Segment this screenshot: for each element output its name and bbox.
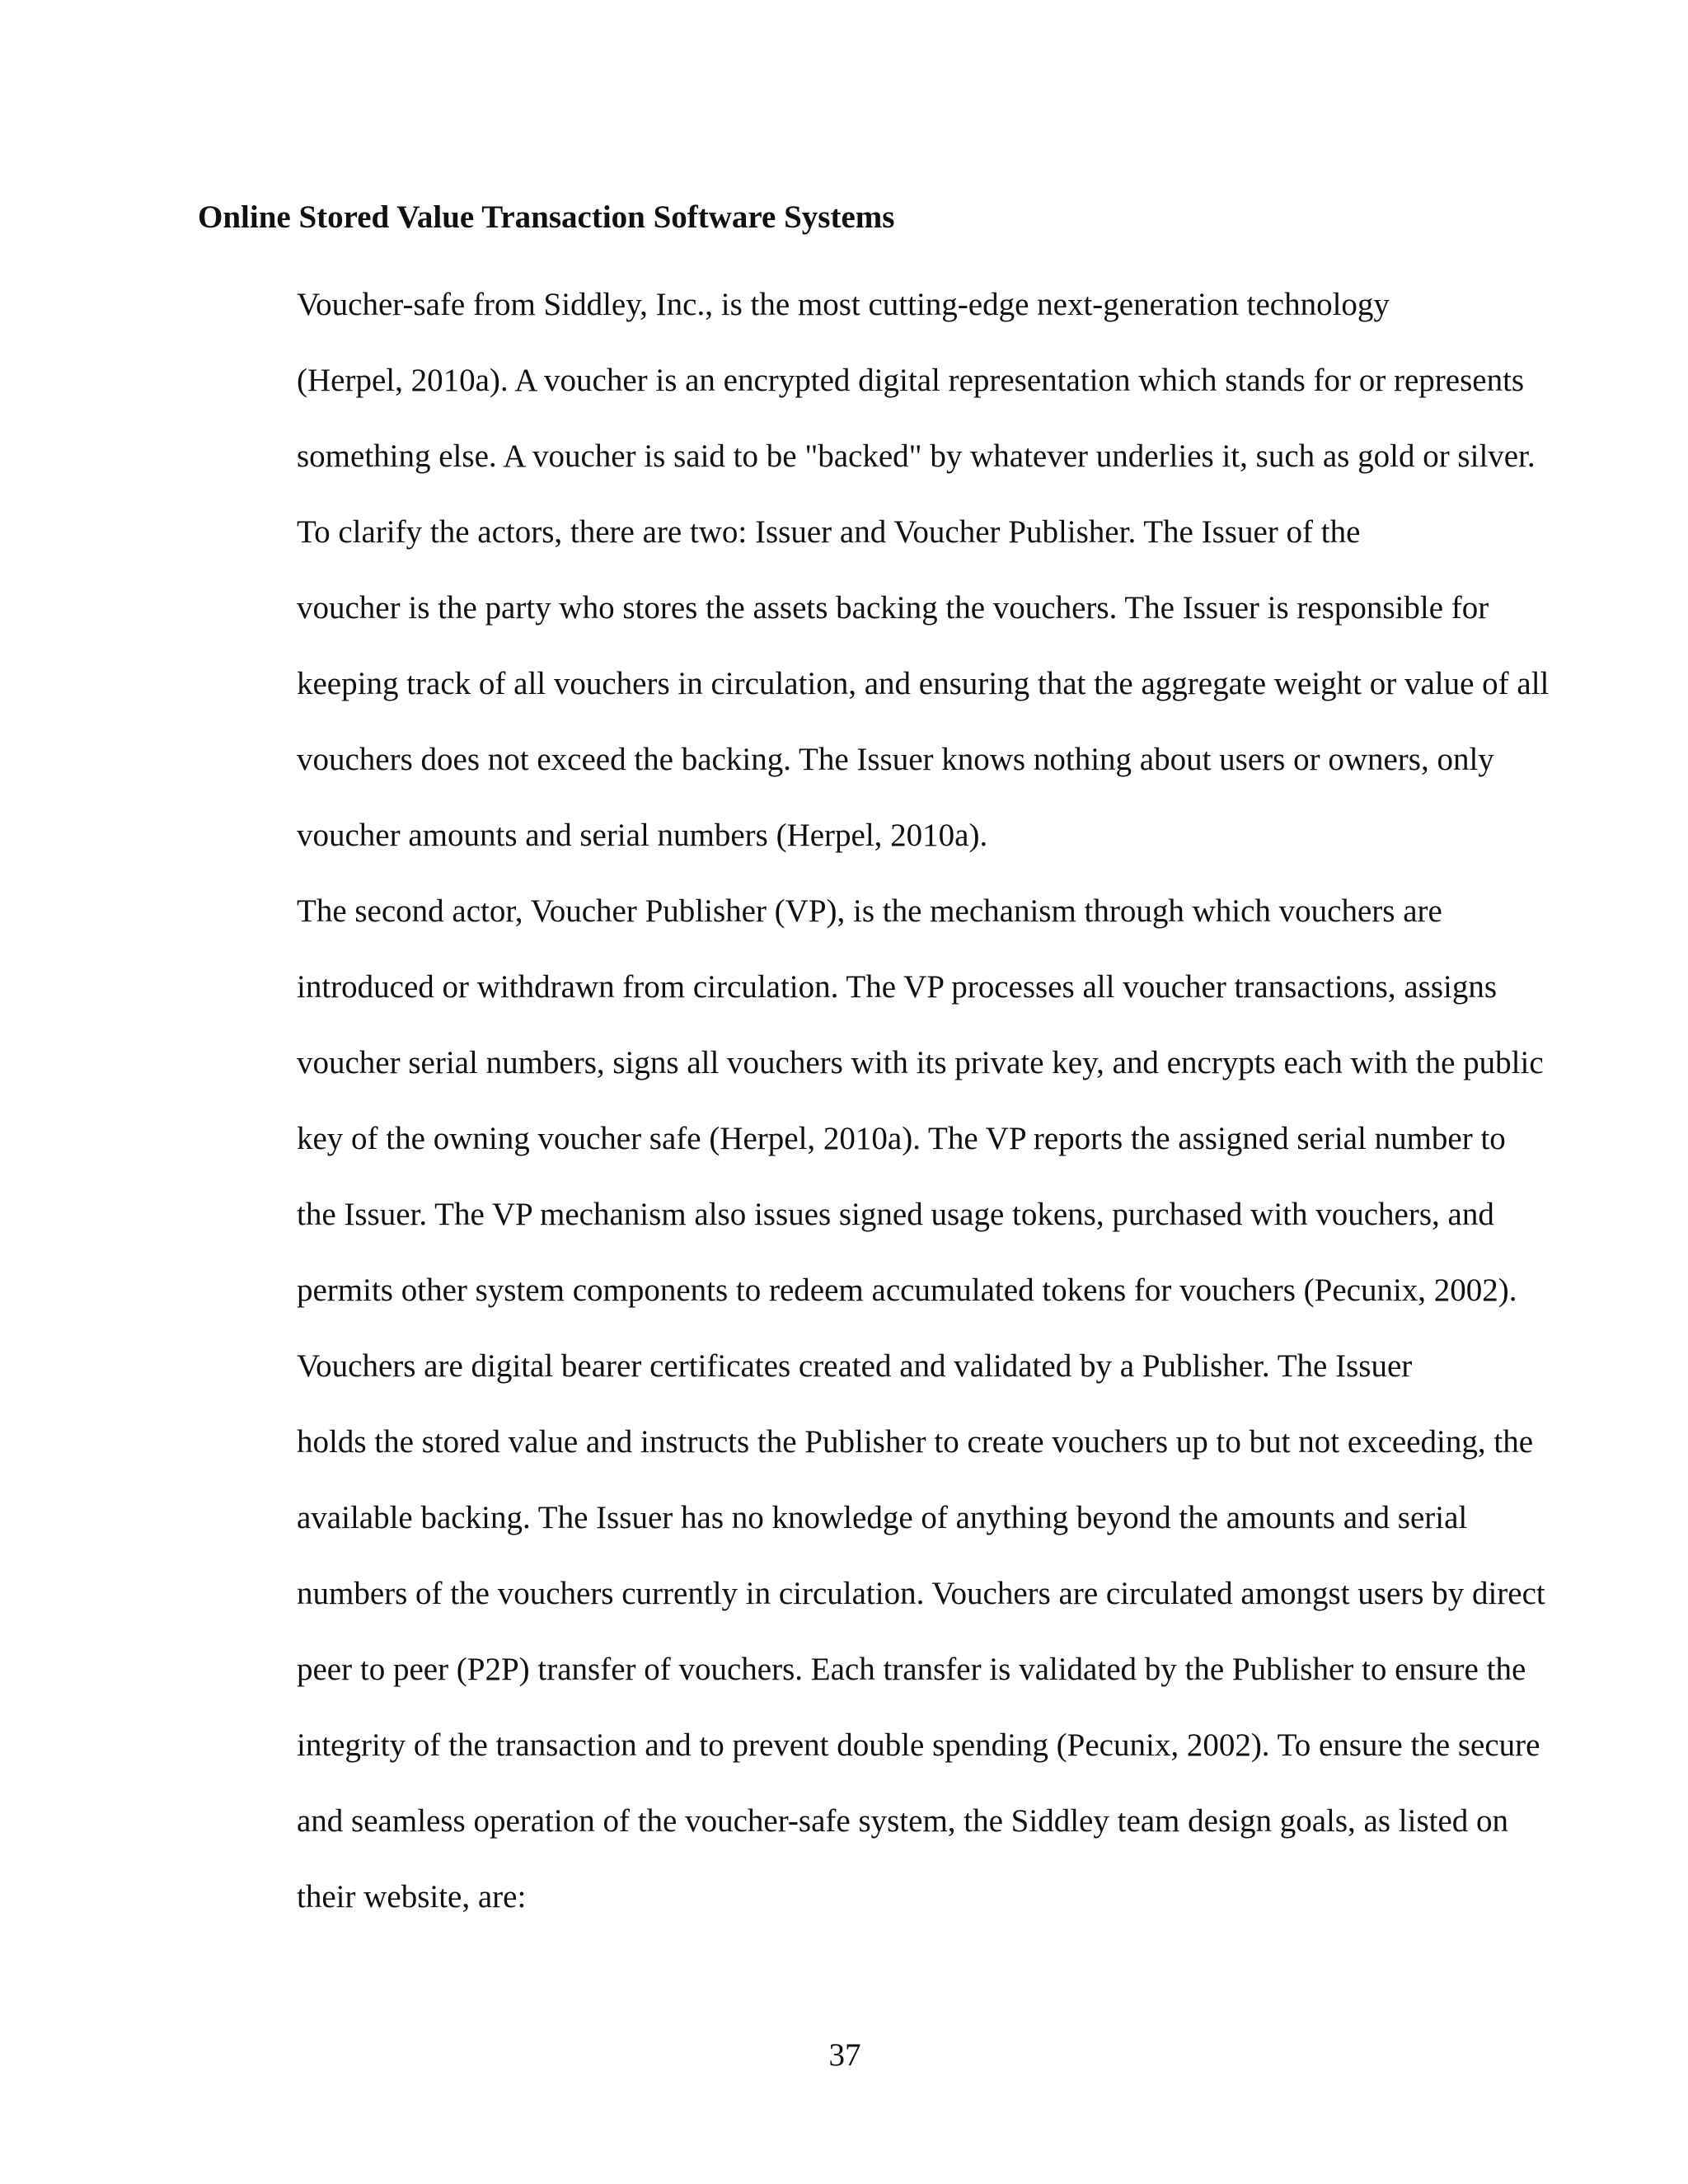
page-number: 37 bbox=[828, 2037, 861, 2073]
body-text bbox=[198, 267, 1550, 1935]
text-line: key of the owning voucher safe (Herpel, 2010a). The VP reports the assigned serial number to bbox=[297, 1121, 1506, 1156]
paragraph-2 bbox=[198, 494, 1550, 874]
text-line: vouchers does not exceed the backing. The Issuer knows nothing about users or owners, only bbox=[297, 742, 1494, 777]
paragraph-1 bbox=[198, 267, 1536, 494]
text-line: voucher serial numbers, signs all vouchers with its private key, and encrypts each with the public bbox=[297, 1045, 1544, 1080]
text-line: their website, are: bbox=[297, 1879, 527, 1915]
paragraph-4 bbox=[198, 1329, 1545, 1935]
text-line: keeping track of all vouchers in circulation, and ensuring that the aggregate weight or value of all bbox=[297, 666, 1550, 701]
text-line: the Issuer. The VP mechanism also issues signed usage tokens, purchased with vouchers, and bbox=[297, 1197, 1494, 1232]
text-line: something else. A voucher is said to be "backed" by whatever underlies it, such as gold or silver. bbox=[297, 438, 1536, 474]
text-line: Vouchers are digital bearer certificates created and validated by a Publisher. The Issuer bbox=[297, 1348, 1413, 1384]
text-line: (Herpel, 2010a). A voucher is an encrypted digital representation which stands for or represents bbox=[297, 363, 1525, 398]
paragraph-3 bbox=[198, 874, 1544, 1329]
text-line: Voucher-safe from Siddley, Inc., is the most cutting-edge next-generation technology bbox=[297, 287, 1390, 322]
text-line: voucher amounts and serial numbers (Herpel, 2010a). bbox=[297, 818, 988, 853]
text-line: holds the stored value and instructs the Publisher to create vouchers up to but not exceeding, the bbox=[297, 1424, 1534, 1460]
text-line: To clarify the actors, there are two: Issuer and Voucher Publisher. The Issuer of the bbox=[297, 514, 1361, 550]
text-line: and seamless operation of the voucher-safe system, the Siddley team design goals, as listed on bbox=[297, 1803, 1509, 1839]
text-line: numbers of the vouchers currently in circulation. Vouchers are circulated amongst users by direct bbox=[297, 1576, 1545, 1611]
text-line: permits other system components to redeem accumulated tokens for vouchers (Pecunix, 2002). bbox=[297, 1272, 1517, 1308]
document-page bbox=[198, 0, 1550, 2184]
text-line: peer to peer (P2P) transfer of vouchers. Each transfer is validated by the Publisher to ensure the bbox=[297, 1652, 1526, 1687]
text-line: introduced or withdrawn from circulation. The VP processes all voucher transactions, assigns bbox=[297, 969, 1498, 1005]
section-heading: Online Stored Value Transaction Software Systems bbox=[198, 199, 895, 235]
text-line: integrity of the transaction and to prevent double spending (Pecunix, 2002). To ensure the secure bbox=[297, 1727, 1540, 1763]
text-line: available backing. The Issuer has no knowledge of anything beyond the amounts and serial bbox=[297, 1500, 1468, 1535]
text-line: voucher is the party who stores the assets backing the vouchers. The Issuer is responsible for bbox=[297, 590, 1489, 626]
text-line: The second actor, Voucher Publisher (VP), is the mechanism through which vouchers are bbox=[297, 893, 1442, 929]
